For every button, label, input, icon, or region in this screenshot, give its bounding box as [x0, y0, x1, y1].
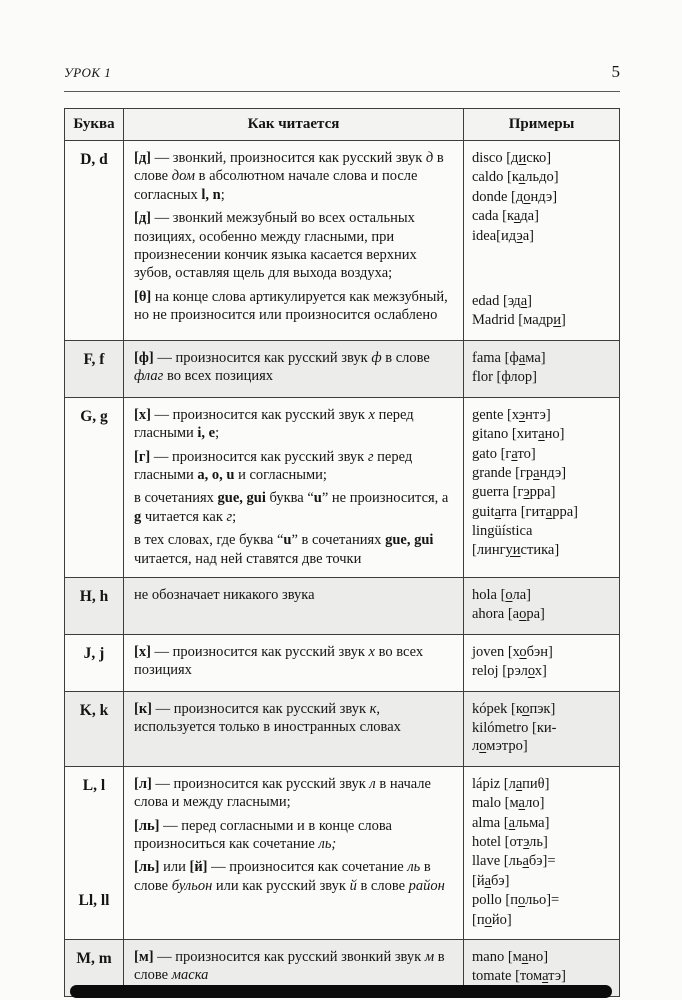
table-row-g	[65, 397, 620, 577]
table-row-f	[65, 340, 620, 397]
column-header-examples: Примеры	[464, 109, 620, 141]
examples-cell: mano [мано] tomate [томатэ]	[464, 940, 620, 997]
table-row-d	[65, 141, 620, 341]
header-row	[65, 109, 620, 141]
reading-cell: [х] — произносится как русский звук х перед гласными i, e; [г] — произносится как русский звук г перед гласными a, o, u и согласными; в сочетаниях gue, gui буква “u” не произносится, а g читается как г; в тех словах, где буква “u” в сочетаниях gue, gui читается, над ней ставятся две точки	[124, 397, 464, 577]
letter-cell: L, l Ll, ll	[65, 766, 124, 939]
reading-cell: [х] — произносится как русский звук х во всех позициях	[124, 634, 464, 691]
letter-cell: G, g	[65, 397, 124, 577]
examples-cell: kópek [копэк] kilómetro [ки- ломэтро]	[464, 691, 620, 766]
letter-cell: M, m	[65, 940, 124, 997]
reading-cell: [м] — произносится как русский звонкий звук м в слове маска	[124, 940, 464, 997]
table-row-k	[65, 691, 620, 766]
bottom-bar	[70, 985, 612, 998]
table-head	[65, 109, 620, 141]
examples-cell: hola [ола] ahora [аора]	[464, 577, 620, 634]
examples-cell: joven [хобэн] reloj [рэлох]	[464, 634, 620, 691]
table-body	[65, 141, 620, 997]
lesson-label: УРОК 1	[64, 65, 112, 80]
letter-cell: K, k	[65, 691, 124, 766]
examples-cell: disco [диско] caldo [кальдо] donde [дондэ] cada [када] idea[идэа] edad [эда] Madrid [мадри]	[464, 141, 620, 341]
letter-cell: D, d	[65, 141, 124, 341]
column-header-letter: Буква	[65, 109, 124, 141]
reading-cell: [ф] — произносится как русский звук ф в слове флаг во всех позициях	[124, 340, 464, 397]
examples-cell: gente [хэнтэ] gitano [хитано] gato [гато] grande [грандэ] guerra [гэрра] guitаrra [гитарра] lingüística [лингуистика]	[464, 397, 620, 577]
reading-cell: [д] — звонкий, произносится как русский звук д в слове дом в абсолютном начале слова и после согласных l, n; [д] — звонкий межзубный во всех остальных позициях, особенно между гласными, при произнесении кончик языка касается верхних зубов, оставляя щель для выхода воздуха; [θ] на конце слова артикулируется как межзубный, но не произносится или произносится ослаблено	[124, 141, 464, 341]
table-row-h	[65, 577, 620, 634]
table-row-j	[65, 634, 620, 691]
page-header	[64, 62, 620, 92]
letter-cell: J, j	[65, 634, 124, 691]
letter-cell: F, f	[65, 340, 124, 397]
reading-cell: не обозначает никакого звука	[124, 577, 464, 634]
table-container	[64, 108, 620, 997]
examples-cell: lápiz [лапиθ] malo [мало] alma [альма] hotel [отэль] llave [льабэ]= [йабэ] pollo [польо]= [пойо]	[464, 766, 620, 939]
reading-cell: [к] — произносится как русский звук к, используется только в иностранных словах	[124, 691, 464, 766]
examples-cell: fama [фама] flor [флор]	[464, 340, 620, 397]
page-number: 5	[611, 62, 620, 81]
column-header-reading: Как читается	[124, 109, 464, 141]
pronunciation-table	[64, 108, 620, 997]
letter-cell: H, h	[65, 577, 124, 634]
table-row-l	[65, 766, 620, 939]
reading-cell: [л] — произносится как русский звук л в начале слова и между гласными; [ль] — перед согласными и в конце слова произноситься как сочетание ль; [ль] или [й] — произносится как сочетание ль в слове бульон или как русский звук й в слове район	[124, 766, 464, 939]
